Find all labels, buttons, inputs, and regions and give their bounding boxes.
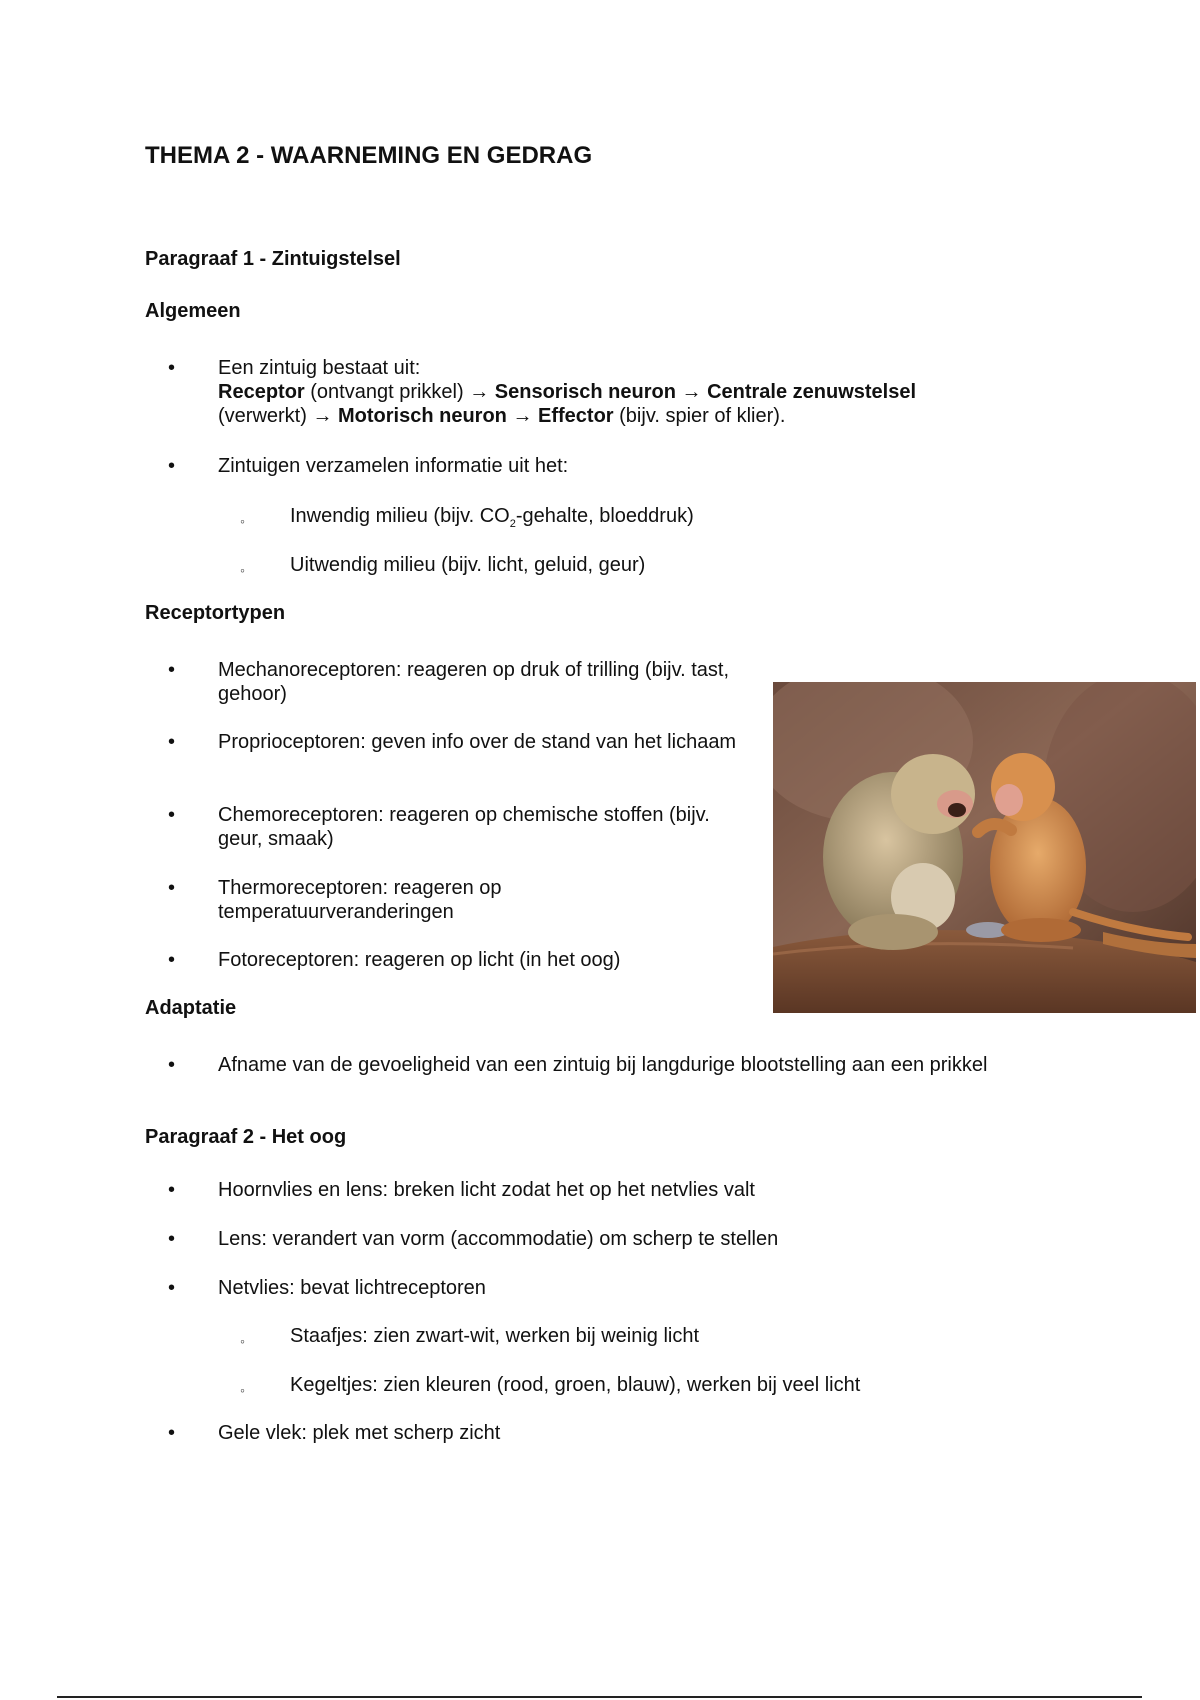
list-item <box>168 876 618 924</box>
list-item <box>168 948 758 972</box>
list-item <box>168 803 758 851</box>
list-item <box>168 1178 1118 1202</box>
list-item-text: Zintuigen verzamelen informatie uit het: <box>218 455 569 477</box>
bullet-icon: • <box>168 1228 176 1250</box>
sub-list-item <box>240 553 1090 578</box>
sub-bullet-icon: ◦ <box>240 1333 245 1349</box>
bullet-icon: • <box>168 804 176 826</box>
page-bottom-divider <box>57 1696 1142 1698</box>
section-heading-paragraaf-2: Paragraaf 2 - Het oog <box>145 1126 347 1148</box>
subheading-algemeen: Algemeen <box>145 300 241 322</box>
list-item-text: Netvlies: bevat lichtreceptoren <box>218 1277 486 1299</box>
bullet-icon: • <box>168 455 176 477</box>
list-item-text: (verwerkt) → Motorisch neuron → Effector (bijv. spier of klier). <box>218 405 786 427</box>
bullet-icon: • <box>168 1054 176 1076</box>
list-item-text: Thermoreceptoren: reageren op temperatuurveranderingen <box>218 877 502 923</box>
list-item-text: Inwendig milieu (bijv. $CO_2$-gehalte, bloeddruk) <box>290 505 694 530</box>
sub-list-item <box>240 1324 1110 1349</box>
list-item <box>168 1227 1118 1251</box>
sub-bullet-icon: ◦ <box>240 513 245 529</box>
monkeys-photo <box>773 682 1196 1013</box>
list-item-text: Chemoreceptoren: reageren op chemische stoffen (bijv. geur, smaak) <box>218 804 710 850</box>
sub-bullet-icon: ◦ <box>240 1382 245 1398</box>
list-item-text: Staafjes: zien zwart-wit, werken bij weinig licht <box>290 1325 700 1347</box>
list-item <box>168 1053 1118 1077</box>
list-item <box>168 454 1118 478</box>
list-item-text: Lens: verandert van vorm (accommodatie) om scherp te stellen <box>218 1228 779 1250</box>
list-item <box>168 1276 1118 1300</box>
list-item-text: Mechanoreceptoren: reageren op druk of trilling (bijv. tast, gehoor) <box>218 659 730 705</box>
bullet-icon: • <box>168 731 176 753</box>
sub-list-item <box>240 504 1090 536</box>
list-item-text: Fotoreceptoren: reageren op licht (in het oog) <box>218 949 621 971</box>
list-item-text: Hoornvlies en lens: breken licht zodat het op het netvlies valt <box>218 1179 755 1201</box>
list-item-text: Kegeltjes: zien kleuren (rood, groen, blauw), werken bij veel licht <box>290 1374 861 1396</box>
list-item-text: Uitwendig milieu (bijv. licht, geluid, geur) <box>290 554 646 576</box>
list-item <box>168 730 758 754</box>
bullet-icon: • <box>168 1277 176 1299</box>
list-item <box>168 658 758 706</box>
list-item-text: Gele vlek: plek met scherp zicht <box>218 1422 501 1444</box>
list-item-text: Proprioceptoren: geven info over de stand van het lichaam <box>218 731 737 753</box>
bullet-icon: • <box>168 357 176 379</box>
list-item-text: Een zintuig bestaat uit: <box>218 357 421 379</box>
sub-list-item <box>240 1373 1110 1398</box>
bullet-icon: • <box>168 1422 176 1444</box>
list-item <box>168 1421 1118 1445</box>
section-heading-paragraaf-1: Paragraaf 1 - Zintuigstelsel <box>145 248 401 270</box>
list-item <box>168 356 1118 428</box>
bullet-icon: • <box>168 949 176 971</box>
bullet-icon: • <box>168 1179 176 1201</box>
page-title: THEMA 2 - WAARNEMING EN GEDRAG <box>145 142 593 169</box>
subheading-adaptatie: Adaptatie <box>145 997 237 1019</box>
list-item-text: Receptor (ontvangt prikkel) → Sensorisch neuron → Centrale zenuwstelsel <box>218 381 917 403</box>
sub-bullet-icon: ◦ <box>240 562 245 578</box>
bullet-icon: • <box>168 659 176 681</box>
subheading-receptortypen: Receptortypen <box>145 602 286 624</box>
list-item-text: Afname van de gevoeligheid van een zintuig bij langdurige blootstelling aan een prikkel <box>218 1054 988 1076</box>
bullet-icon: • <box>168 877 176 899</box>
